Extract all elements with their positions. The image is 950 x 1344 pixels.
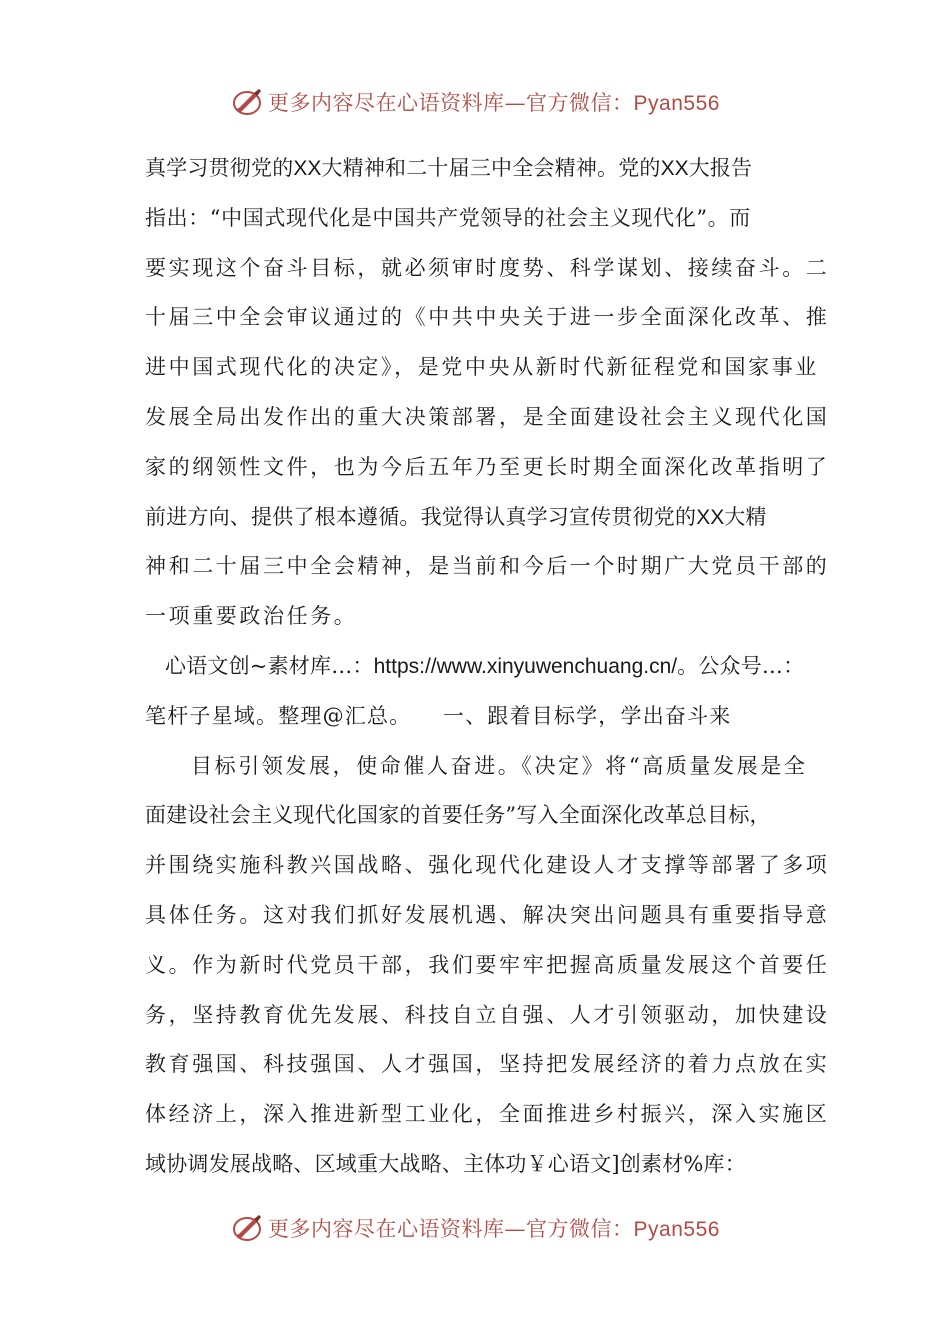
source-url: https://www.xinyuwenchuang.cn/ bbox=[373, 654, 678, 678]
text-line: 真学习贯彻党的XX大精神和二十届三中全会精神。党的XX大报告 bbox=[145, 156, 753, 180]
source-note-line: 心语文创~素材库…：https://www.xinyuwenchuang.cn/。公众号…： bbox=[165, 653, 805, 678]
wechat-handle: Pyan556 bbox=[633, 1218, 720, 1241]
text-line: 面建设社会主义现代化国家的首要任务”写入全面深化改革总目标， bbox=[145, 803, 771, 828]
text-line: 目标引领发展，使命催人奋进。《决定》将“高质量发展是全 bbox=[191, 753, 808, 778]
pen-logo-icon bbox=[230, 1211, 264, 1245]
text-line: 具体任务。这对我们抓好发展机遇、解决突出问题具有重要指导意 bbox=[145, 902, 830, 927]
pen-logo-icon bbox=[230, 85, 264, 119]
document-body bbox=[145, 144, 830, 1190]
text-line: 神和二十届三中全会精神，是当前和今后一个时期广大党员干部的 bbox=[145, 554, 830, 579]
text-line: 教育强国、科技强国、人才强国，坚持把发展经济的着力点放在实 bbox=[145, 1052, 830, 1077]
banner-text: 更多内容尽在心语资料库—官方微信：Pyan556 bbox=[268, 1217, 720, 1241]
source-note-line: 笔杆子星域。整理@汇总。 一、跟着目标学，学出奋斗来 bbox=[145, 703, 732, 728]
text-line: 体经济上，深入推进新型工业化，全面推进乡村振兴，深入实施区 bbox=[145, 1102, 830, 1127]
text-line: 十届三中全会审议通过的《中共中央关于进一步全面深化改革、推 bbox=[145, 305, 830, 330]
text-line: 要实现这个奋斗目标，就必须审时度势、科学谋划、接续奋斗。二 bbox=[145, 255, 830, 280]
wechat-handle: Pyan556 bbox=[633, 92, 720, 115]
text-line: 务，坚持教育优先发展、科技自立自强、人才引领驱动，加快建设 bbox=[145, 1002, 830, 1027]
text-line: 家的纲领性文件，也为今后五年乃至更长时期全面深化改革指明了 bbox=[145, 454, 830, 479]
text-line: 进中国式现代化的决定》，是党中央从新时代新征程党和国家事业 bbox=[145, 355, 819, 380]
text-line: 前进方向、提供了根本遵循。我觉得认真学习宣传贯彻党的XX大精 bbox=[145, 504, 767, 529]
footer-banner bbox=[0, 1208, 950, 1248]
banner-text: 更多内容尽在心语资料库—官方微信：Pyan556 bbox=[268, 91, 720, 115]
text-line: 发展全局出发作出的重大决策部署，是全面建设社会主义现代化国 bbox=[145, 404, 830, 429]
text-line: 指出：“中国式现代化是中国共产党领导的社会主义现代化”。而 bbox=[145, 205, 751, 230]
text-line: 义。作为新时代党员干部，我们要牢牢把握高质量发展这个首要任 bbox=[145, 952, 830, 977]
text-line: 一项重要政治任务。 bbox=[145, 604, 358, 629]
text-line: 并围绕实施科教兴国战略、强化现代化建设人才支撑等部署了多项 bbox=[145, 853, 830, 878]
text-line: 域协调发展战略、区域重大战略、主体功￥心语文]创素材%库： bbox=[145, 1151, 746, 1176]
header-banner bbox=[0, 82, 950, 122]
